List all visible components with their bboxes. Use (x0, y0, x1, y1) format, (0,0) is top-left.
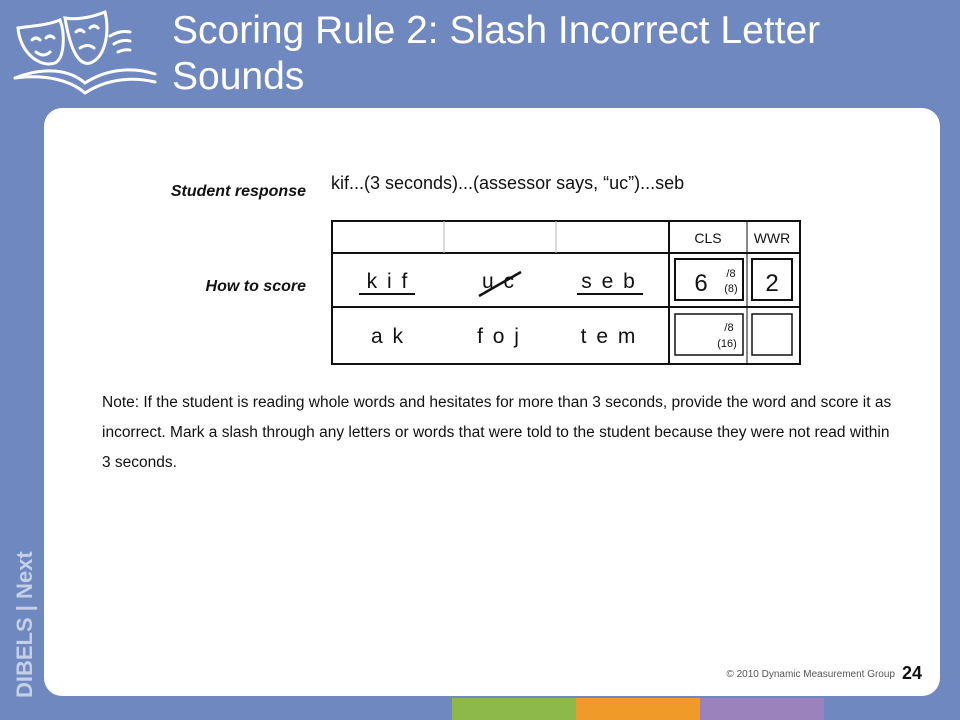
student-response-label: Student response (170, 183, 306, 200)
brand-text: DIBELS | Next (12, 551, 37, 698)
word-tem: t e m (580, 325, 638, 348)
page-number: 24 (901, 663, 922, 683)
cls-max: /8 (726, 268, 736, 280)
word-uc: u c (481, 270, 517, 293)
footer-bar-purple (700, 698, 824, 720)
wwr-score-value: 2 (765, 270, 779, 297)
cls-max: /8 (724, 322, 734, 334)
student-response-text: kif...(3 seconds)...(assessor says, “uc”)...seb (331, 173, 685, 193)
column-header-cls: CLS (694, 230, 722, 246)
footer-bar-orange (576, 698, 700, 720)
cls-score-value: 6 (694, 270, 708, 297)
dibels-logo (10, 8, 160, 103)
word-kif: k i f (366, 270, 410, 293)
mask-left-icon (18, 20, 63, 64)
cls-total: (16) (717, 338, 737, 350)
how-to-score-label: How to score (205, 278, 306, 295)
column-header-wwr: WWR (753, 230, 791, 246)
dibels-next-brand (4, 520, 44, 700)
word-seb: s e b (581, 270, 637, 293)
scoring-table (331, 220, 801, 365)
cls-total: (8) (724, 283, 738, 295)
scoring-note: Note: If the student is reading whole words and hesitates for more than 3 seconds, provide the word and score it as incorrect. Mark a slash through any letters or words that were told to the student because they were not read within 3 seconds. (102, 394, 892, 471)
word-foj: f o j (477, 325, 521, 348)
footer-bar-green (452, 698, 576, 720)
word-ak: a k (370, 325, 406, 348)
content-panel (44, 108, 940, 696)
book-icon (15, 70, 155, 93)
mask-right-icon (65, 12, 107, 63)
slide-title: Scoring Rule 2: Slash Incorrect Letter Sounds (172, 9, 821, 98)
copyright-text: © 2010 Dynamic Measurement Group (726, 669, 895, 680)
